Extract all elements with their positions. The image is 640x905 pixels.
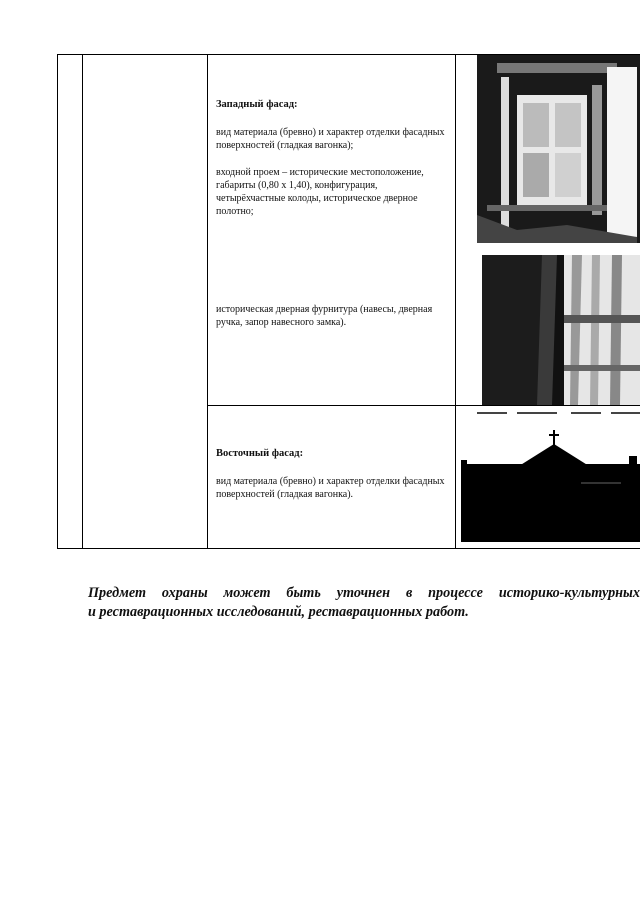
protection-note-line-1: Предмет охраны может быть уточнен в процессе историко-культурных: [88, 585, 640, 601]
west-facade-heading: Западный фасад:: [216, 99, 298, 110]
column-border-2: [82, 54, 83, 549]
east-facade-photo: [461, 412, 640, 542]
column-border-3: [207, 54, 208, 549]
west-facade-material-text: вид материала (бревно) и характер отделки фасадных поверхностей (гладкая вагонка);: [216, 127, 445, 151]
west-facade-door-photo: [477, 55, 640, 243]
east-facade-heading: Восточный фасад:: [216, 448, 304, 459]
west-facade-doorway-text: входной проем – исторические местоположение, габариты (0,80 x 1,40), конфигурация, четырёхчастные колоды, историческое дверное полотно;: [216, 167, 424, 217]
west-facade-hardware-text: историческая дверная фурнитура (навесы, дверная ручка, запор навесного замка).: [216, 304, 433, 328]
table-bottom-border: [57, 548, 640, 549]
column-border-4: [455, 54, 456, 549]
west-facade-hardware-photo: [482, 255, 640, 405]
protection-note: [88, 584, 640, 622]
east-facade-material-text: вид материала (бревно) и характер отделки фасадных поверхностей (гладкая вагонка).: [216, 476, 445, 500]
column-border-1: [57, 54, 58, 549]
row-divider: [207, 405, 640, 406]
protection-note-line-2: и реставрационных исследований, реставрационных работ.: [88, 604, 469, 620]
